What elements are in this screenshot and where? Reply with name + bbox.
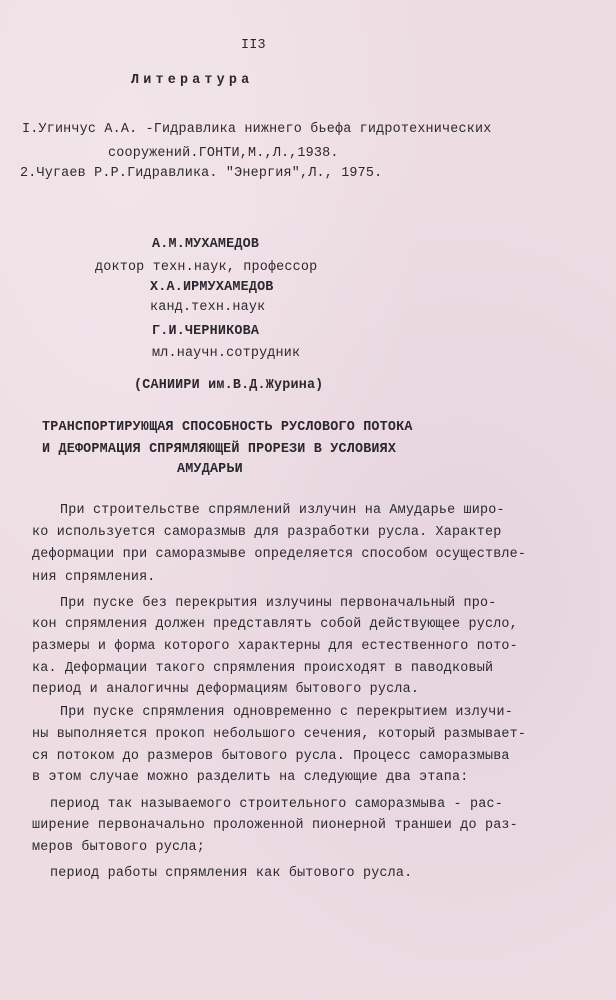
article-title-line-2: И ДЕФОРМАЦИЯ СПРЯМЛЯЮЩЕЙ ПРОРЕЗИ В УСЛОВИЯХ [42,442,397,457]
reference-item-1-line-2: сооружений.ГОНТИ,М.,Л.,1938. [108,146,339,161]
body-line: период работы спрямления как бытового русла. [50,866,413,881]
body-line: размеры и форма которого характерны для естественного пото- [32,639,518,654]
author-title-1: доктор техн.наук, профессор [95,260,318,275]
body-line: ны выполняется прокоп небольшого сечения, который размывает- [32,727,527,742]
body-line: в этом случае можно разделить на следующие два этапа: [32,770,469,785]
body-line: деформации при саморазмыве определяется способом осуществле- [32,547,527,562]
body-line: период так называемого строительного саморазмыва - рас- [50,797,503,812]
references-heading: Литература [131,73,254,88]
body-line: При пуске спрямления одновременно с перекрытием излучи- [60,705,513,720]
body-line: ся потоком до размеров бытового русла. Процесс саморазмыва [32,749,510,764]
body-line: ния спрямления. [32,570,156,585]
page-number: II3 [241,38,266,53]
body-line: При пуске без перекрытия излучины первоначальный про- [60,596,497,611]
body-line: ка. Деформации такого спрямления происходят в паводковый [32,661,494,676]
author-name-2: Х.А.ИРМУХАМЕДОВ [150,280,274,295]
body-line: ко используется саморазмыв для разработки русла. Характер [32,525,502,540]
body-line: меров бытового русла; [32,840,205,855]
body-line: кон спрямления должен представлять собой действующее русло, [32,617,518,632]
author-name-3: Г.И.ЧЕРНИКОВА [152,324,260,339]
author-name-1: А.М.МУХАМЕДОВ [152,237,260,252]
article-title-line-3: АМУДАРЬИ [177,462,243,477]
reference-item-1-line-1: I.Угинчус А.А. -Гидравлика нижнего бьефа гидротехнических [22,122,492,137]
reference-item-2: 2.Чугаев Р.Р.Гидравлика. "Энергия",Л., 1975. [20,166,383,181]
article-title-line-1: ТРАНСПОРТИРУЮЩАЯ СПОСОБНОСТЬ РУСЛОВОГО ПОТОКА [42,420,413,435]
body-line: период и аналогичны деформациям бытового русла. [32,682,420,697]
body-line: ширение первоначально проложенной пионерной траншеи до раз- [32,818,518,833]
author-title-3: мл.научн.сотрудник [152,346,301,361]
body-line: При строительстве спрямлений излучин на Амударье широ- [60,503,505,518]
author-title-2: канд.техн.наук [150,300,266,315]
affiliation: (САНИИРИ им.В.Д.Журина) [134,378,324,393]
